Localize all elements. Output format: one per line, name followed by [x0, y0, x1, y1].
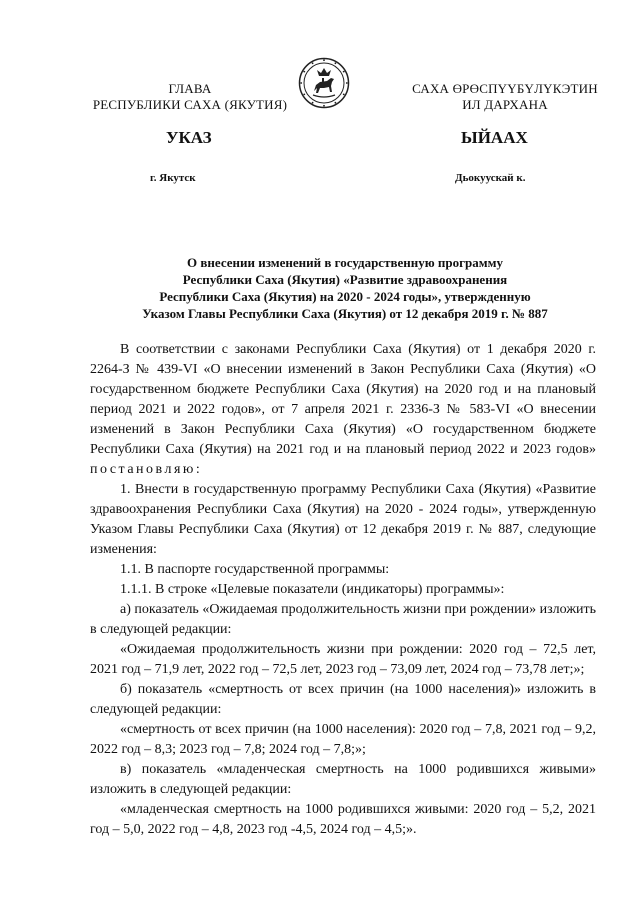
- paragraph-item-1-1-1: 1.1.1. В строке «Целевые показатели (индикаторы) программы»:: [120, 582, 505, 597]
- paragraph-indicator-b: б) показатель «смертность от всех причин (на 1000 населения)» изложить в следующей редакции:: [90, 682, 596, 717]
- title-line: Республики Саха (Якутия) на 2020 - 2024 годы», утвержденную: [159, 289, 531, 304]
- document-title: [95, 254, 595, 322]
- title-line: Республики Саха (Якутия) «Развитие здравоохранения: [182, 272, 508, 287]
- header-left-line1: ГЛАВА: [168, 81, 212, 96]
- decree-label-sakha: ЫЙААХ: [461, 128, 528, 147]
- header-right-line1: САХА ӨРӨСПҮҮБҮЛҮКЭТИН: [412, 81, 598, 96]
- paragraph-preamble: [90, 340, 596, 480]
- paragraph-indicator-a: а) показатель «Ожидаемая продолжительность жизни при рождении» изложить в следующей редакции:: [90, 602, 596, 637]
- resolve-word: постановляю:: [90, 462, 203, 477]
- title-line: О внесении изменений в государственную программу: [187, 255, 503, 270]
- coat-of-arms-icon: [298, 57, 350, 109]
- document-body: [90, 340, 596, 840]
- paragraph-indicator-a-text: «Ожидаемая продолжительность жизни при рождении: 2020 год – 72,5 лет, 2021 год – 71,9 лет, 2022 год – 72,5 лет, 2023 год – 73,09 лет, 2024 год – 73,78 лет;»;: [90, 642, 596, 677]
- city-sakha: Дьокуускай к.: [455, 172, 526, 184]
- paragraph-item-1-1: 1.1. В паспорте государственной программы:: [120, 562, 390, 577]
- header-left-line2: РЕСПУБЛИКИ САХА (ЯКУТИЯ): [92, 97, 288, 112]
- city-ru: г. Якутск: [150, 172, 196, 184]
- preamble-text: В соответствии с законами Республики Саха (Якутия) от 1 декабря 2020 г. 2264-З № 439-VI «О внесении изменений в Закон Республики Саха (Якутия) «О государственном бюджете Республики Саха (Якутия) на 2020 год и на плановый период 2021 и 2022 годов», от 7 апреля 2021 г. 2336-З № 583-VI «О внесении изменений в Закон Республики Саха (Якутия) «О государственном бюджете Республики Саха (Якутия) на 2021 год и на плановый период 2022 и 2023 годов»: [90, 342, 596, 457]
- paragraph-item-1: 1. Внести в государственную программу Республики Саха (Якутия) «Развитие здравоохранения Республики Саха (Якутия) на 2020 - 2024 годы», утвержденную Указом Главы Республики Саха (Якутия) от 12 декабря 2019 г. № 887, следующие изменения:: [90, 482, 596, 557]
- paragraph-indicator-b-text: «смертность от всех причин (на 1000 населения): 2020 год – 7,8, 2021 год – 9,2, 2022 год – 8,3; 2023 год – 7,8; 2024 год – 7,8;»;: [90, 722, 596, 757]
- header-right-line2: ИЛ ДАРХАНА: [462, 97, 548, 112]
- header-left-title: [70, 81, 310, 113]
- paragraph-indicator-c-text: «младенческая смертность на 1000 родившихся живыми: 2020 год – 5,2, 2021 год – 5,0, 2022 год – 4,8, 2023 год -4,5, 2024 год – 4,5;».: [90, 802, 596, 837]
- header-right-title: [385, 81, 625, 113]
- paragraph-indicator-c: в) показатель «младенческая смертность на 1000 родившихся живыми» изложить в следующей редакции:: [90, 762, 596, 797]
- title-line: Указом Главы Республики Саха (Якутия) от 12 декабря 2019 г. № 887: [142, 306, 548, 321]
- decree-label-ru: УКАЗ: [166, 128, 212, 147]
